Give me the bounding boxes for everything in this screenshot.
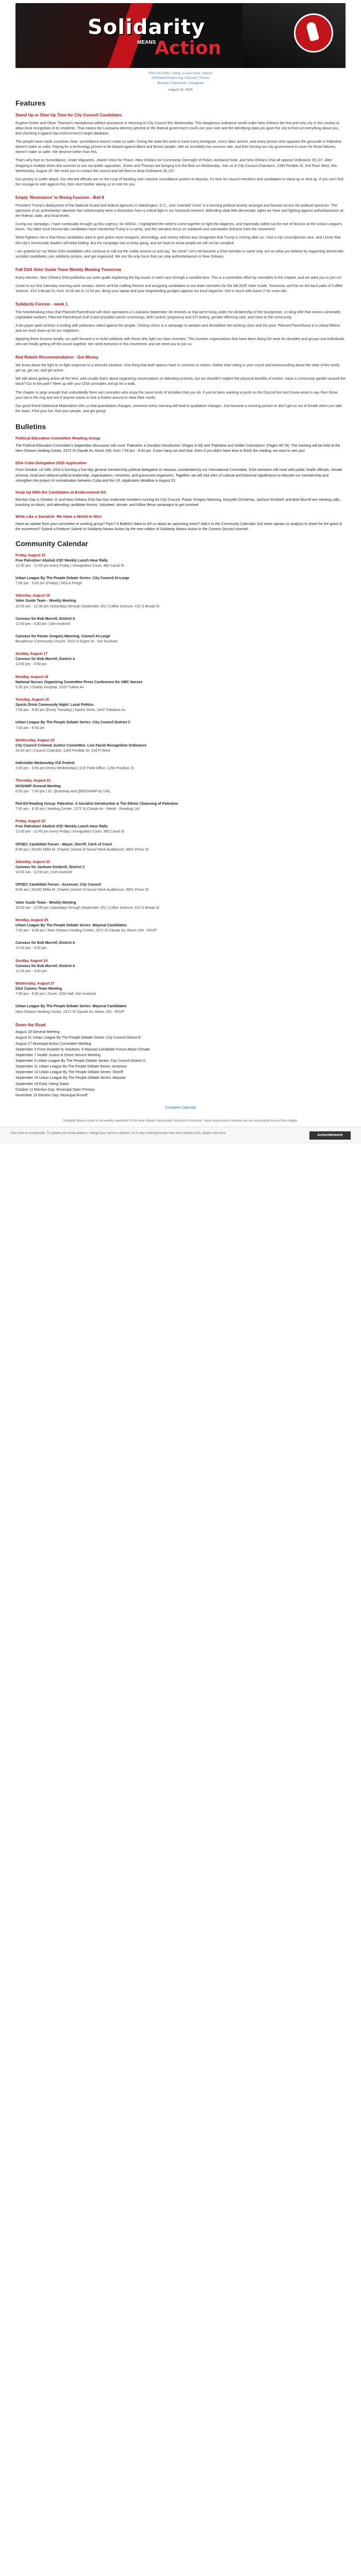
footer-note: Solidarity Means Action is the weekly newsletter of the New Orleans Democratic Socialists of America. Views expressed in features are not necessarily those of the chapter. [63, 1120, 298, 1123]
event-title[interactable]: Urban League By The People Debate Series: City Council District C [15, 721, 131, 725]
contact-line2[interactable]: DSANewOrleans.org | Discord | Forum [152, 76, 209, 80]
event-info: 9:00 am | SUNO Millie M. Charles School of Social Work Auditorium, 6801 Press Dr [15, 888, 149, 892]
calendar-event [15, 576, 346, 586]
issue-date: August 15, 2025 [168, 88, 193, 92]
event-info: 12:00 pm - 12:45 pm every Friday | Immigration Court, 365 Canal St [15, 830, 124, 834]
event-title[interactable]: Sports Drink Community Night: Local Politics [15, 703, 94, 707]
action-network-logo: ActionNetwork [309, 1131, 351, 1140]
down-road-item[interactable]: August 31 Urban League By The People Debate Series: City Council District E [15, 1036, 141, 1040]
event-info: 7:00 pm - 9:00 pm [15, 726, 45, 730]
banner-title-line2: Action [155, 38, 222, 59]
bulletin-item [15, 461, 346, 484]
down-road-item[interactable]: September 13 Urban League By The People Debate Series: Sheriff [15, 1071, 123, 1075]
feature-paragraph: Our good friend Dialectical Materialism tells us that quantitative changes, someone every morning will lead to qualitative changes. Just become a morning person or don't get so out of breath when you take the stairs. Find your fun, find your people, and get going! [15, 404, 342, 414]
feature-title[interactable]: Solidarity Forever - week 1 [15, 302, 68, 307]
event-date: Sunday, August 24 [15, 959, 48, 963]
event-date: Thursday, August 21 [15, 779, 51, 783]
banner-means: MEANS [137, 40, 156, 45]
calendar-event [15, 761, 346, 771]
down-road-item[interactable]: October 11 Election Day: Municipal Open Primary [15, 1088, 95, 1092]
down-road-item[interactable]: September 11 Urban League By The People Debate Series: Assessor [15, 1065, 127, 1069]
event-info: 12:00 pm - 12:45 pm every Friday | Immigration Court, 365 Canal St [15, 564, 124, 568]
event-info: 12:00 pm - 3:00 pm [15, 969, 47, 973]
feature-paragraph: That's why Eye on Surveillance, Under Migrantes, Jewish Voice for Peace, New Orleans for Community Oversight of Police, Antiracist Note, and New Orleans DSA all oppose Ordinance 35,137. After dropping it multiple times this summer to sort out public opposition, Green and Thomas are bringing it to the floor on Wednesday. Join us in City Council Chambers, 1300 Perdido St, 2nd Floor West, this Wednesday, August 20. We need you to contact the council and tell them to drop Ordinance 35,137. [15, 159, 337, 173]
feature-paragraph: Come to our first Saturday morning work session, where we'll be crafting themes and assigning candidates to our team members for the fall 2025 Voter Guide. Tomorrow, we'll be on the back patio of Coffee Science, 410 S Broad St, from 10:00 am to 12:00 pm. Bring your laptop and your longstanding grudges against our local oligarchs. Get in touch with Aaron Z for more info. [15, 284, 343, 293]
event-title[interactable]: OPSEC Candidate Forum - Mayor, Sheriff, Clerk of Court [15, 842, 112, 846]
calendar-event [15, 634, 346, 645]
bulletin-body: Election Day is October 11 and New Orleans DSA has four endorsed members running for City Council, Pastor Gregory Manning, Danyelle Christmas, Jackson Kimbrell, and Bob Murrell are meeting calls, knocking on doors, and attending candidate forums. Volunteer, donate, and follow these campaigns to get involved. [15, 498, 341, 507]
calendar-event [15, 594, 346, 609]
features-heading: Features [15, 98, 46, 107]
bulletins-heading: Bulletins [15, 422, 46, 431]
event-date: Monday, August 25 [15, 918, 48, 922]
event-info: 10:00 am - 12:00 pm (Saturdays through September 20) | Coffee Science, 410 S Broad St [15, 906, 159, 910]
feature-paragraph: Our privacy is under attack. Our elected officials are on the cusp of handing over massive surveillance powers to fascists. It's time for council members and candidates to stand up or shut up. If you can't find the courage to vote against this, then don't bother asking us to vote for you. [15, 177, 343, 187]
calendar-event [15, 720, 346, 731]
features-section [15, 112, 346, 414]
calendar-section [15, 553, 346, 1015]
event-date: Friday, August 15 [15, 553, 45, 557]
event-title[interactable]: Urban League By The People Debate Series: Mayoral Candidates [15, 1005, 127, 1009]
bulletin-item [15, 436, 346, 454]
event-title[interactable]: City Council Criminal Justice Committee: Live Facial Recognition Ordinance [15, 743, 146, 748]
calendar-heading: Community Calendar [15, 539, 88, 548]
event-title[interactable]: Urban League By The People Debate Series: City Council At-Large [15, 576, 129, 580]
bulletin-title[interactable]: Political Education Committee Reading Group [15, 436, 101, 441]
feature-article [15, 112, 346, 188]
feature-paragraph: Every election, New Orleans DSA publishes our voter guide explaining the big issues in each race through a socialist lens. This is a committee effort by comrades in the chapter, and we want you to join us! [15, 276, 342, 280]
feature-paragraph: What frightens me is that these candidates want to give police more weapons, technology, and money without any recognition that Trump is coming after us. I lost a city councilperson race, and I know that this city's Democratic leaders will keep folding. But the campaign has to keep going, and we have to show people we will not be complicit. [15, 236, 341, 245]
event-title[interactable]: Canvass for Bob Murrell, District A [15, 657, 75, 662]
bulletin-item [15, 490, 346, 508]
down-road-item[interactable]: September 9 Urban League By The People Debate Series: City Council District D [15, 1059, 145, 1063]
event-info: 5:30 pm | Charity Hospital, 1520 Tulane Av [15, 685, 84, 689]
feature-title[interactable]: Empty 'Resistance' to Rising Fascism - Ball 8 [15, 195, 104, 200]
feature-paragraph: President Trump's deployment of the National Guard and federal agencies in Washington, D.C., over invented 'crime' is a looming political anxiety amongst anti-fascists across the political spectrum. The spectacle of an authoritarian takeover has unfortunately been a distraction from a critical fight in our historical moment: defending what little democratic rights we have and fighting against authoritarianism at the federal, state, and local levels. [15, 204, 343, 218]
event-title[interactable]: Voter Guide Team - Weekly Meeting [15, 901, 76, 905]
event-info: 12:00 pm - 3:00 pm | Get Involved [15, 622, 70, 626]
event-date: Friday, August 22 [15, 820, 45, 824]
feature-paragraph: We talk about getting active all the time, and usually that's about organizing conversations or attending protests, but we shouldn't neglect the physical benefits of motion. Have a community garden around the block? Go to the park? Meet up with your DSA comrades and go for a walk. [15, 377, 346, 386]
event-date: Saturday, August 23 [15, 860, 50, 864]
feature-title[interactable]: Stand Up or Shut Up Time for City Council Candidates [15, 112, 122, 117]
calendar-event [15, 698, 346, 713]
event-info: 7:00 pm - 8:30 pm | Healing Center, 2372 St Claude Av - Needi - Reading List [15, 807, 140, 811]
down-road-item[interactable]: August 29 General Meeting [15, 1030, 60, 1035]
newsletter [15, 0, 346, 1127]
feature-paragraph: Applying these lessons locally, our path forward is to build solidarity with those who fight our class enemies. This involves organizations that have been doing the work for decades and groups and individuals who are finally getting off the couch together. We need everyone in this movement, and we need you to join us. [15, 337, 344, 347]
calendar-event [15, 918, 346, 934]
bulletin-item [15, 514, 346, 532]
feature-paragraph: We know about the fight to re-fight response to a stressful situation. One thing that both options have in common is motion. Rather than sitting in your couch and doomscrolling about the state of the world, get up, get out, and get active. [15, 364, 340, 373]
contact-line3[interactable]: Bluesky | Facebook | Instagram [157, 81, 204, 85]
feature-title[interactable]: Fall DSA Voter Guide Team Weekly Meeting Tomorrow [15, 267, 121, 272]
event-info: 12:00 pm - 3:00 pm [15, 663, 47, 667]
feature-paragraph: I am grateful for my fellow DSA candidates who continue to call out the reality around us and say, 'No more!' Let's not become a DSA member in name only. Act on what you believe by supporting democratic socialist candidates, join solidarity actions, and get organized. We are the only force that can stop authoritarianism in New Orleans. [15, 249, 344, 259]
event-info: 6:00 pm - 7:00 pm | IG: @noshwp and @NOSHWP by UNL [15, 789, 111, 793]
feature-article [15, 354, 346, 414]
event-info: 10:00 am - 12:00 pm | Get Involved [15, 871, 72, 875]
calendar-event [15, 883, 346, 893]
contact-links [15, 71, 346, 86]
feature-paragraph: Eugene Green and Oliver Thomas's reputational welfare assistance is returning to City Council this Wednesday. This dangerous ordinance would make New Orleans the first and only city in the country to allow local recognition of its residents. That means the Louisiana attorney general or the federal government could use your vote and the identifying data you gave the city to find out everything about you, and checking it against law enforcement's target database. [15, 121, 340, 135]
event-title[interactable]: Canvass for Bob Murrell, District A [15, 941, 75, 945]
event-date: Wednesday, August 27 [15, 981, 55, 986]
event-date: Sunday, August 17 [15, 652, 48, 656]
down-road-item[interactable]: August 27 Municipal Action Committee Meeting [15, 1042, 91, 1046]
calendar-event [15, 802, 346, 812]
down-road-item[interactable]: September 19 Early Voting Starts [15, 1082, 69, 1086]
event-title[interactable]: OPSEC Candidate Forum - Assessor, City Council [15, 883, 101, 887]
calendar-event [15, 652, 346, 667]
bulletin-title[interactable]: DSA Cuba Delegation 2025 Application [15, 460, 87, 465]
event-info: 12:00 pm - 3:00 pm [15, 946, 47, 951]
calendar-event [15, 959, 346, 974]
event-title[interactable]: NOSHWP General Meeting [15, 784, 61, 788]
event-date: Saturday, August 16 [15, 594, 50, 598]
event-info: 6:00 pm | SUNO Millie M. Charles School of Social Work Auditorium, 6801 Press Dr [15, 848, 149, 852]
feature-article [15, 301, 346, 347]
event-title[interactable]: Urban League By The People Debate Series: Mayoral Candidates [15, 923, 127, 927]
down-the-road [15, 1022, 346, 1098]
calendar-event [15, 860, 346, 875]
calendar-event [15, 842, 346, 853]
feature-paragraph: The heartbreaking news that Planned Parenthood will close operations in Louisiana September 30 reminds us that we're living under the dictatorship of the bourgeoisie, a ruling elite that means vulnerable, exploitable workers. Planned Parenthood Gulf Coast provided cancer screenings, birth control, pregnancy and STI testing, gender-affirming care, and more to the community. [15, 310, 341, 319]
calendar-event [15, 1004, 346, 1014]
calendar-event [15, 778, 346, 794]
event-title[interactable]: Canvass for Jackson Kimbrell, District C [15, 866, 85, 869]
dsa-logo-icon [294, 13, 333, 53]
calendar-event [15, 553, 346, 569]
event-title[interactable]: National Nurses Organizing Committee Press Conference for UMC Nurses [15, 680, 143, 684]
event-info: 7:00 pm - 9:00 pm (Friday) | NOLA Fringe [15, 582, 83, 586]
feature-paragraph: During our campaign, I have continually brought up this urgency. On WDSU, I highlighted the need to come together to fight the oligarchs, and especially called out the rise of fascism at the Urban League's forum. Too often local Democratic candidates have mentioned Trump in a vanity, and the narrative focus on roadwork and stormwater distracts from the movement. [15, 223, 342, 232]
banner-title-line1: Solidarity [88, 15, 205, 39]
contact-line1[interactable]: 504-224-ORG | Verify | Local Store | Merch [149, 72, 212, 75]
event-title[interactable]: Free Palestine! Abolish ICE! Weekly Lunch Hour Rally [15, 558, 108, 563]
bulletin-body: The Political Education Committee's September discussion will cover 'Palestine: A Socialist Introduction' (Pages 9-36) and 'Palestine and Settler Colonialism' (Pages 46-78). The meeting will be held at the New Orleans Healing Center, 2372 St Claude Av, Room 205, from 7:00 pm - 8:30 pm. Come hang out and chat. Even if you didn't have time to finish the reading, we want to see you! [15, 444, 340, 453]
event-title[interactable]: Canvass for Bob Murrell, District A [15, 617, 75, 621]
event-title[interactable]: Canvass for Bob Murrell, District A [15, 964, 75, 968]
calendar-event [15, 738, 346, 754]
feature-paragraph: A tax-payer paid contract is ending with politicians sided against the people. Closing clinics is a campaign to weaken and destabilize the working class and the poor. Planned Parenthood is a critical lifeline, and we must show up for our neighbors. [15, 324, 341, 333]
down-road-item[interactable]: September 7 Health Justice & Direct Service Meeting [15, 1053, 101, 1057]
event-date: Monday, August 18 [15, 675, 48, 679]
event-title[interactable]: DSA Comms Team Meeting [15, 987, 62, 991]
calendar-event [15, 941, 346, 951]
feature-article [15, 267, 346, 294]
calendar-event [15, 675, 346, 690]
event-title[interactable]: Canvass for Pastor Gregory Manning, Council At-Large [15, 634, 110, 638]
down-road-item[interactable]: September 3 From Disaster to Solutions: A Mayoral Candidate Forum About Climate [15, 1047, 150, 1052]
down-road-item[interactable]: September 24 Urban League By The People Debate Series: Mayoral [15, 1076, 126, 1080]
header-banner [15, 3, 346, 68]
feature-article [15, 195, 346, 260]
footer-bar [0, 1127, 361, 1144]
event-title[interactable]: Voter Guide Team - Weekly Meeting [15, 599, 76, 603]
bulletins-section [15, 436, 346, 532]
bulletin-body: From October 14-19th, DSA is forming a five-day general membership political delegation to Havana, coordinated by our International Committee. DSA members will meet with public health officials, climate activists, local and national political leadership, organizations, ministries, and grassroots organizers. Together, we will visit sites of cultural and historical significance to educate our membership and strengthen the project of normalization between Cuba and the US. Application deadline is August 23. [15, 468, 342, 483]
unsubscribe-text[interactable]: Click here to unsubscribe. To update your email address, change your name or address, or to stop receiving emails from New Orleans DSA, please click here. [10, 1131, 227, 1135]
event-info: 7:00 pm - 9:00 pm | New Orleans Healing Center, 2372 St Claude Av, Room 204 - RSVP [15, 929, 157, 933]
feature-paragraph: The chapter is large enough that undoubtedly there are comrades who enjoy the same kinds of activities that you do. If you've been wanting to push on the Discord but don't know what to say, then throw your hat in the ring and see if anyone wants to kick a frisbee around to clear their minds. [15, 391, 338, 400]
event-info: 2:00 pm - 3:00 pm (every Wednesday) | ICE Field Office, 1250 Poydras St [15, 767, 134, 771]
feature-paragraph: The people have made ourselves clear: surveillance doesn't make us safer. Giving the state the tools to track every immigrant, every labor activist, and every person who opposes the genocide in Palestine doesn't make us safer. Paying for a technology proven to be biased against Black and Brown people, with an incredibly low success rate, and then forcing our city government to cover for those failures, doesn't make us safer. We deserve better than this. [15, 140, 342, 155]
event-date: Tuesday, August 19 [15, 698, 49, 702]
calendar-event [15, 819, 346, 835]
event-info: Broadmoor Community Church, 2022 S Dupre St - Get Involved [15, 640, 118, 644]
event-info: New Orleans Healing Center, 2372 St Claude Av, Room 204 - RSVP [15, 1010, 125, 1014]
bulletin-title[interactable]: Keep Up With the Candidates at Endorsement Kit [15, 489, 106, 495]
event-title[interactable]: Poli-Ed Reading Group: Palestine: A Socialist Introduction & The Ethnic Cleansing of Palestine [15, 802, 178, 806]
calendar-event [15, 617, 346, 627]
event-title[interactable]: Indivisible Wednesday ICE Protest [15, 761, 75, 766]
event-title[interactable]: Free Palestine! Abolish ICE! Weekly Lunch Hour Rally [15, 825, 108, 829]
event-info: 7:00 pm - 9:00 pm (Every Tuesday) | Sports Drink, 2442 Toledano Av [15, 708, 126, 713]
bulletin-body: Have an update from your committee or working group? Flyer? A Bulletin! Want to tell us about an upcoming event? Add it to the Community Calendar! Got some opinion or analysis to share for the good of the movement? Submit a Feature! Submit to Solidarity Means Action by the next edition of Solidarity Means Action in the Comms Discord channel. [15, 522, 342, 532]
complete-calendar-link[interactable]: Complete Calendar [165, 1106, 196, 1110]
event-date: Wednesday, August 20 [15, 738, 55, 742]
bulletin-title[interactable]: Write Like a Socialist: We Have a World to Win! [15, 514, 102, 519]
down-road-heading: Down the Road [15, 1022, 46, 1027]
event-info: 10:00 am | Council Chamber, 1300 Perdido St, 2nd Fl West [15, 749, 110, 753]
calendar-event [15, 901, 346, 911]
event-info: 10:00 am - 12:00 pm (Saturdays through September 20) | Coffee Science, 410 S Broad St [15, 604, 159, 608]
event-info: 7:00 pm - 8:30 pm | Zoom, DSA Hall; Get Involved [15, 992, 96, 996]
calendar-event [15, 981, 346, 997]
feature-title[interactable]: Red Rebels Recommendation - Get Money [15, 355, 99, 360]
down-road-item[interactable]: November 15 Election Day: Municipal Runoff [15, 1093, 88, 1097]
